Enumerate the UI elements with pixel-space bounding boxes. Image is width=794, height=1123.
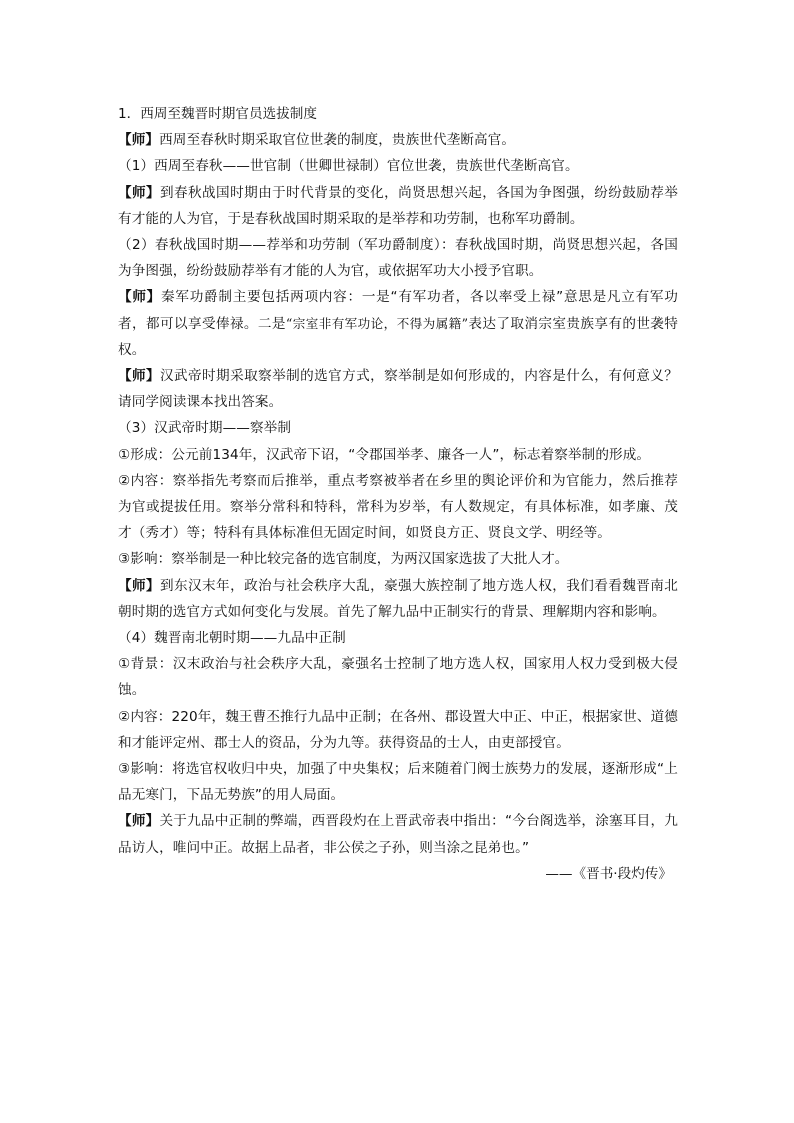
- list-item: ①形成：公元前134年，汉武帝下诏，“令郡国举孝、廉各一人”，标志着察举制的形成。: [118, 446, 651, 463]
- paragraph-text: 到东汉末年，政治与社会秩序大乱，豪强大族控制了地方选人权，我们看看魏晋南北朝时期的选官方式如何变化与发展。首先了解九品中正制实行的背景、理解期内容和影响。: [118, 577, 678, 620]
- teacher-tag: 【师】: [118, 813, 160, 830]
- list-item: ②内容：220年，魏王曹丕推行九品中正制；在各州、郡设置大中正、中正，根据家世、道德和才能评定州、郡士人的资品，分为九等。获得资品的士人，由吏部授官。: [118, 708, 678, 751]
- citation-source: ——《晋书·段灼传》: [545, 865, 672, 882]
- teacher-tag: 【师】: [118, 368, 161, 385]
- list-item: ③影响：察举制是一种比较完备的选官制度，为两汉国家选拔了大批人才。: [118, 551, 569, 568]
- teacher-tag: 【师】: [118, 289, 162, 306]
- teacher-paragraph: [118, 180, 678, 232]
- teacher-tag: 【师】: [118, 132, 160, 149]
- paragraph-text: 秦军功爵制主要包括两项内容：一是“有军功者，各以率受上禄”意思是凡立有军功者，都可以享受俸禄。二是: [118, 289, 678, 332]
- teacher-paragraph: [118, 573, 678, 625]
- teacher-paragraph: [118, 808, 678, 860]
- teacher-paragraph: [118, 127, 678, 153]
- subsection-heading: （4）魏晋南北朝时期——九品中正制: [118, 630, 346, 647]
- paragraph-text: 汉武帝时期采取察举制的选官方式，察举制是如何形成的，内容是什么，有何意义？请同学阅读课本找出答案。: [118, 368, 678, 411]
- subsection-paragraph: （2）春秋战国时期——荐举和功劳制（军功爵制度）：春秋战国时期，尚贤思想兴起，各国为争图强，纷纷鼓励荐举有才能的人为官，或依据军功大小授予官职。: [118, 237, 678, 280]
- subsection-paragraph: （1）西周至春秋——世官制（世卿世禄制）官位世袭，贵族世代垄断高官。: [118, 158, 579, 175]
- paragraph-text: 关于九品中正制的弊端，西晋段灼在上晋武帝表中指出：“今台阁选举，涂塞耳目，九品访人，唯问中正。故据上品者，非公侯之子孙，则当涂之昆弟也。”: [118, 813, 678, 856]
- teacher-tag: 【师】: [118, 184, 161, 201]
- paragraph-text: 到春秋战国时期由于时代背景的变化，尚贤思想兴起，各国为争图强，纷纷鼓励荐举有才能的人为官，于是春秋战国时期采取的是举荐和功劳制，也称军功爵制。: [118, 184, 678, 227]
- section-title: 1．西周至魏晋时期官员选拔制度: [118, 106, 317, 122]
- list-item: ③影响：将选官权收归中央，加强了中央集权；后来随着门阀士族势力的发展，逐渐形成“上品无寒门，下品无势族”的用人局面。: [118, 761, 678, 804]
- paragraph-text: 西周至春秋时期采取官位世袭的制度，贵族世代垄断高官。: [159, 132, 516, 149]
- list-item: ①背景：汉末政治与社会秩序大乱，豪强名士控制了地方选人权，国家用人权力受到极大侵蚀。: [118, 656, 678, 699]
- teacher-tag: 【师】: [118, 577, 161, 594]
- list-item: ②内容：察举指先考察而后推举，重点考察被举者在乡里的舆论评价和为官能力，然后推荐为官或提拔任用。察举分常科和特科，常科为岁举，有人数规定，有具体标准，如孝廉、茂才（秀才）等；特科有具体标准但无固定时间，如贤良方正、贤良文学、明经等。: [118, 472, 678, 542]
- document-page: [118, 101, 678, 887]
- teacher-paragraph: [118, 284, 678, 363]
- quoted-text: “宗室非有军功论，不得为属籍”: [285, 315, 469, 331]
- subsection-heading: （3）汉武帝时期——察举制: [118, 420, 292, 437]
- teacher-paragraph: [118, 363, 678, 415]
- paragraph-text: 表达了取消宗室贵族享有的世袭特权。: [118, 315, 678, 358]
